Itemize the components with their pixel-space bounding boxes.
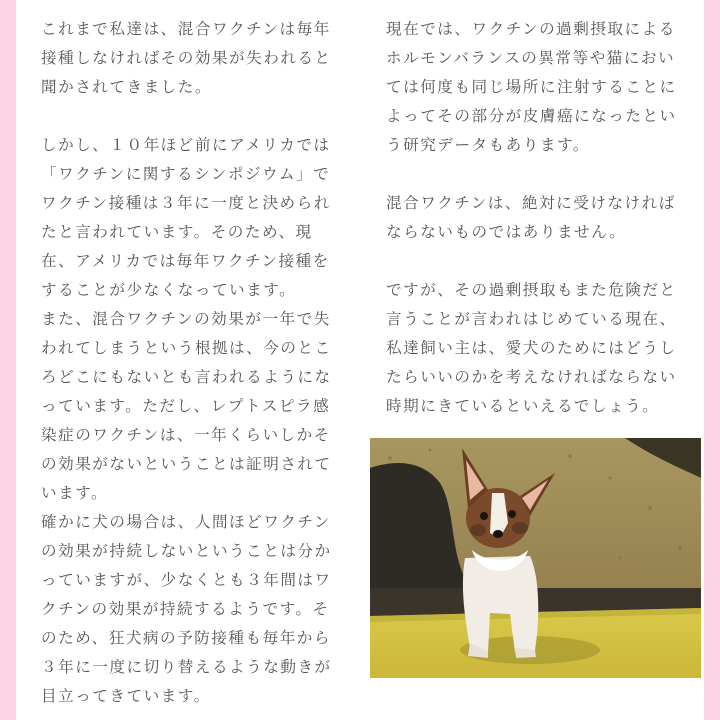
article-paragraph: ですが、その過剰摂取もまた危険だと言うことが言われはじめている現在、私達飼い主は、愛犬のためにはどうしたらいいのかを考えなければならない時期にきているといえるでしょう。 <box>386 281 677 415</box>
article-paragraph: また、混合ワクチンの効果が一年で失われてしまうという根拠は、今のところどこにもないとも言われるようになっています。ただし、レプトスピラ感染症のワクチンは、一年くらいしかその効果がないということは証明されています。 <box>41 310 332 502</box>
article-right-column <box>386 15 691 421</box>
article-paragraph: これまで私達は、混合ワクチンは毎年接種しなければその効果が失われると聞かされてきました。 <box>41 20 332 96</box>
puppy-photo <box>370 438 701 678</box>
article-page <box>16 0 704 720</box>
article-paragraph: しかし、１０年ほど前にアメリカでは「ワクチンに関するシンポジウム」でワクチン接種は３年に一度と決められたと言われています。そのため、現在、アメリカでは毎年ワクチン接種をすることが少なくなっています。 <box>41 136 331 299</box>
article-paragraph: 確かに犬の場合は、人間ほどワクチンの効果が持続しないということは分かっていますが、少なくとも３年間はワクチンの効果が持続するようです。そのため、狂犬病の予防接種も毎年から３年に一度に切り替えるような動きが目立ってきています。 <box>41 513 332 705</box>
article-paragraph: 現在では、ワクチンの過剰摂取によるホルモンバランスの異常等や猫においては何度も同じ場所に注射することによってその部分が皮膚癌になったという研究データもあります。 <box>386 20 677 154</box>
article-left-column <box>41 15 346 711</box>
article-paragraph: 混合ワクチンは、絶対に受けなければならないものではありません。 <box>386 194 676 241</box>
